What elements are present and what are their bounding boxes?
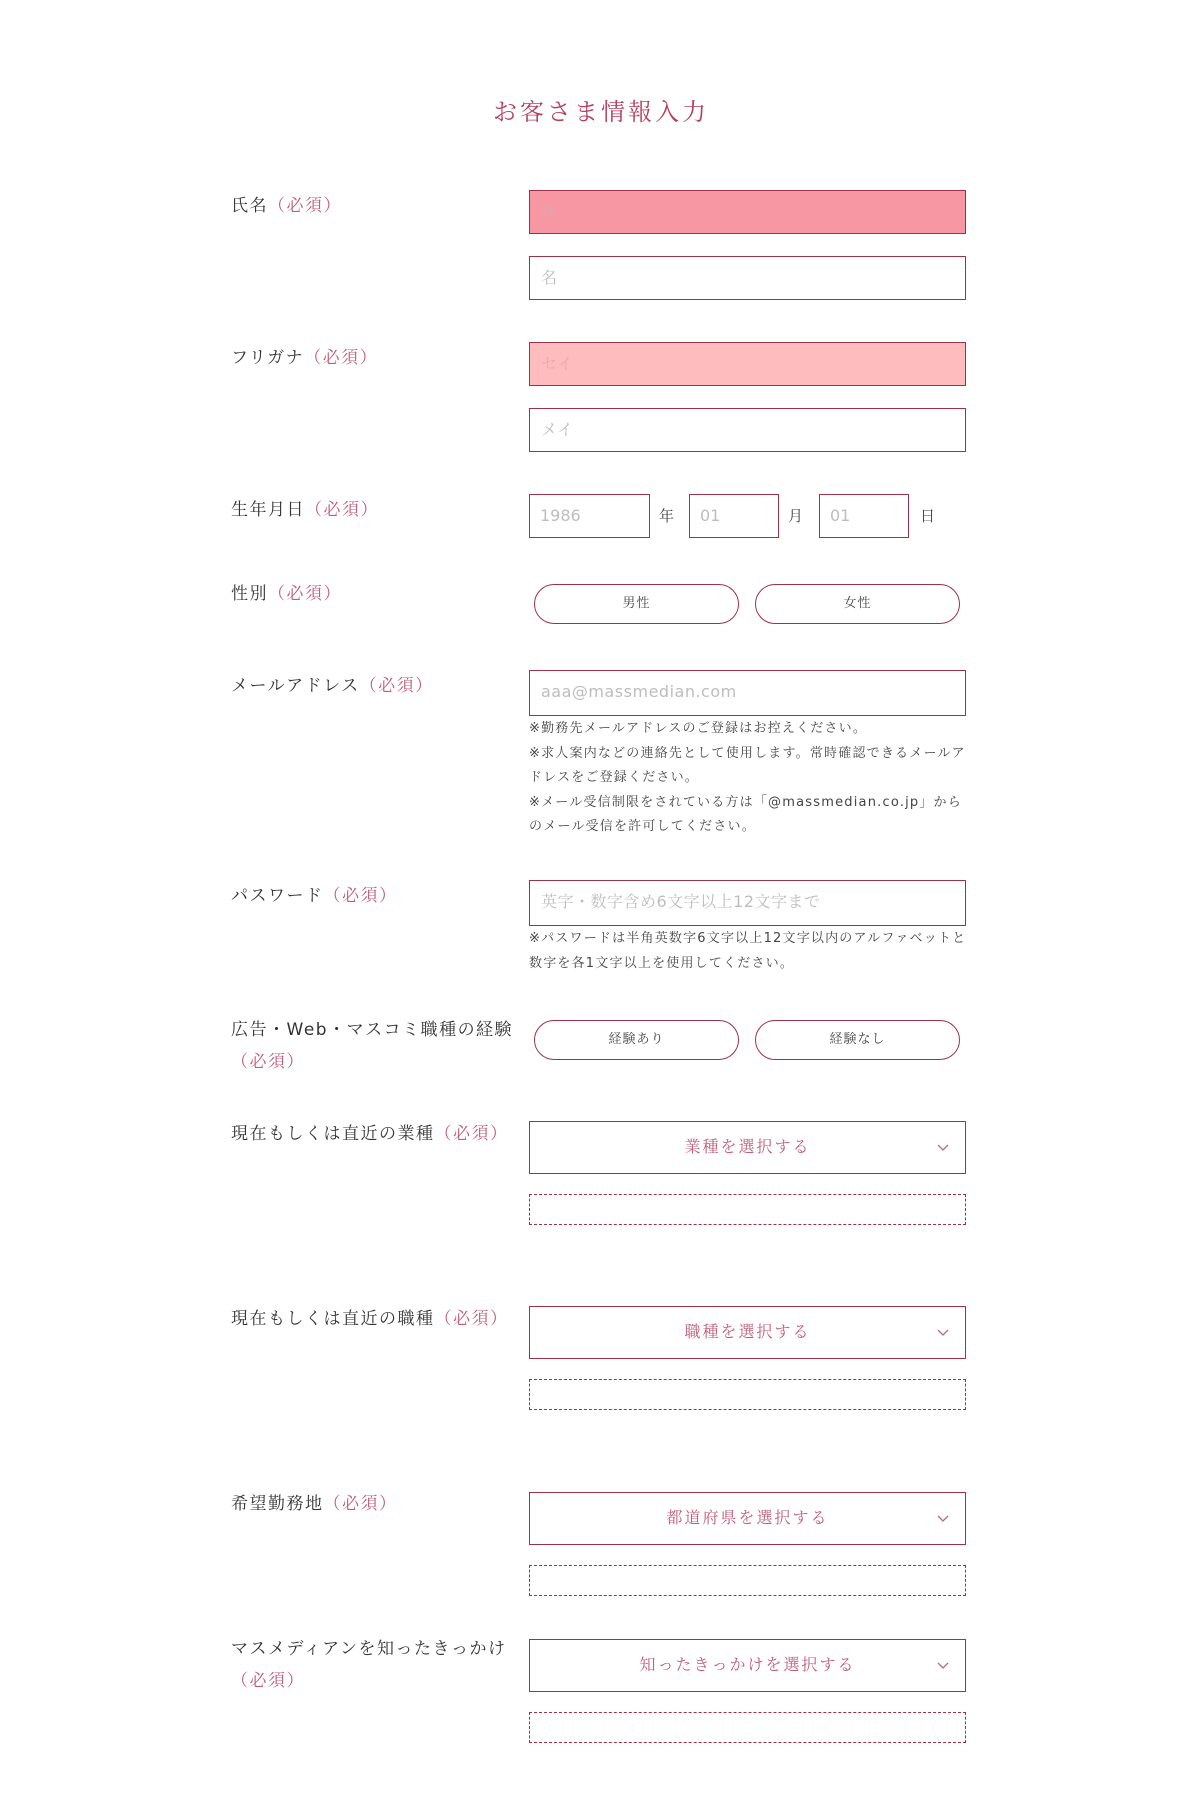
referral-select-label: 知ったきっかけを選択する: [639, 1655, 856, 1674]
location-select-label: 都道府県を選択する: [666, 1508, 829, 1527]
name-label: 氏名（必須）: [231, 196, 342, 216]
password-placeholder: 英字・数字含め6文字以上12文字まで: [541, 892, 821, 911]
email-note: ※勤務先メールアドレスのご登録はお控えください。: [529, 721, 868, 736]
industry-select[interactable]: [529, 1121, 966, 1174]
furigana-label: フリガナ（必須）: [231, 348, 379, 368]
required-mark: （必須）: [305, 500, 379, 520]
required-mark: （必須）: [304, 348, 379, 368]
required-mark: （必須）: [323, 1494, 398, 1514]
gender-female-button[interactable]: 女性: [755, 584, 960, 624]
email-note: ※求人案内などの連絡先として使用します。常時確認できるメールアドレスをご登録ください。: [529, 745, 966, 785]
experience-no-button[interactable]: 経験なし: [755, 1020, 960, 1060]
page-title: お客さま情報入力: [493, 98, 709, 127]
chevron-down-icon: [937, 1659, 949, 1671]
industry-sub-select-area[interactable]: [529, 1194, 966, 1225]
password-note: ※パスワードは半角英数字6文字以上12文字以内のアルファベットと数字を各1文字以上を使用してください。: [529, 931, 967, 971]
required-mark: （必須）: [434, 1309, 509, 1329]
password-input[interactable]: [529, 880, 966, 926]
required-mark: （必須）: [434, 1124, 509, 1144]
email-input[interactable]: [529, 670, 966, 716]
chevron-down-icon: [937, 1326, 949, 1338]
industry-select-label: 業種を選択する: [684, 1137, 811, 1156]
job-type-select[interactable]: [529, 1306, 966, 1359]
job-type-select-label: 職種を選択する: [684, 1322, 811, 1341]
location-select[interactable]: [529, 1492, 966, 1545]
birth-month-input[interactable]: 01: [689, 494, 779, 538]
birth-year-input[interactable]: 1986: [529, 494, 650, 538]
referral-select[interactable]: [529, 1639, 966, 1692]
birthday-label: 生年月日（必須）: [231, 500, 379, 520]
required-mark: （必須）: [268, 196, 342, 216]
job-type-label: 現在もしくは直近の職種（必須）: [231, 1309, 509, 1329]
first-name-kana-input[interactable]: [529, 408, 966, 452]
referral-sub-select-area[interactable]: [529, 1712, 966, 1743]
referral-label: マスメディアンを知ったきっかけ （必須）: [231, 1639, 507, 1691]
email-label: メールアドレス（必須）: [231, 676, 434, 696]
chevron-down-icon: [937, 1141, 949, 1153]
required-mark: （必須）: [231, 1052, 305, 1072]
gender-label: 性別（必須）: [231, 584, 342, 604]
month-unit: 月: [788, 507, 804, 525]
year-unit: 年: [659, 507, 675, 525]
birth-day-input[interactable]: 01: [819, 494, 909, 538]
email-note: ※メール受信制限をされている方は「@massmedian.co.jp」からのメール受信を許可してください。: [529, 794, 962, 834]
day-unit: 日: [920, 507, 936, 525]
password-label: パスワード（必須）: [231, 886, 398, 906]
required-mark: （必須）: [323, 886, 398, 906]
last-name-input[interactable]: [529, 190, 966, 234]
first-name-kana-placeholder: メイ: [541, 420, 574, 439]
experience-yes-button[interactable]: 経験あり: [534, 1020, 739, 1060]
email-notes: [529, 717, 969, 840]
gender-male-button[interactable]: 男性: [534, 584, 739, 624]
required-mark: （必須）: [231, 1671, 305, 1691]
chevron-down-icon: [937, 1512, 949, 1524]
experience-label: 広告・Web・マスコミ職種の経験 （必須）: [231, 1020, 514, 1072]
first-name-input[interactable]: [529, 256, 966, 300]
last-name-kana-input[interactable]: [529, 342, 966, 386]
email-placeholder: aaa@massmedian.com: [541, 682, 737, 701]
job-type-sub-select-area[interactable]: [529, 1379, 966, 1410]
industry-label: 現在もしくは直近の業種（必須）: [231, 1124, 509, 1144]
location-label: 希望勤務地（必須）: [231, 1494, 398, 1514]
first-name-placeholder: 名: [541, 268, 558, 287]
last-name-kana-placeholder: セイ: [541, 354, 574, 373]
required-mark: （必須）: [268, 584, 342, 604]
last-name-placeholder: 姓: [541, 202, 558, 221]
location-sub-select-area[interactable]: [529, 1565, 966, 1596]
required-mark: （必須）: [359, 676, 434, 696]
